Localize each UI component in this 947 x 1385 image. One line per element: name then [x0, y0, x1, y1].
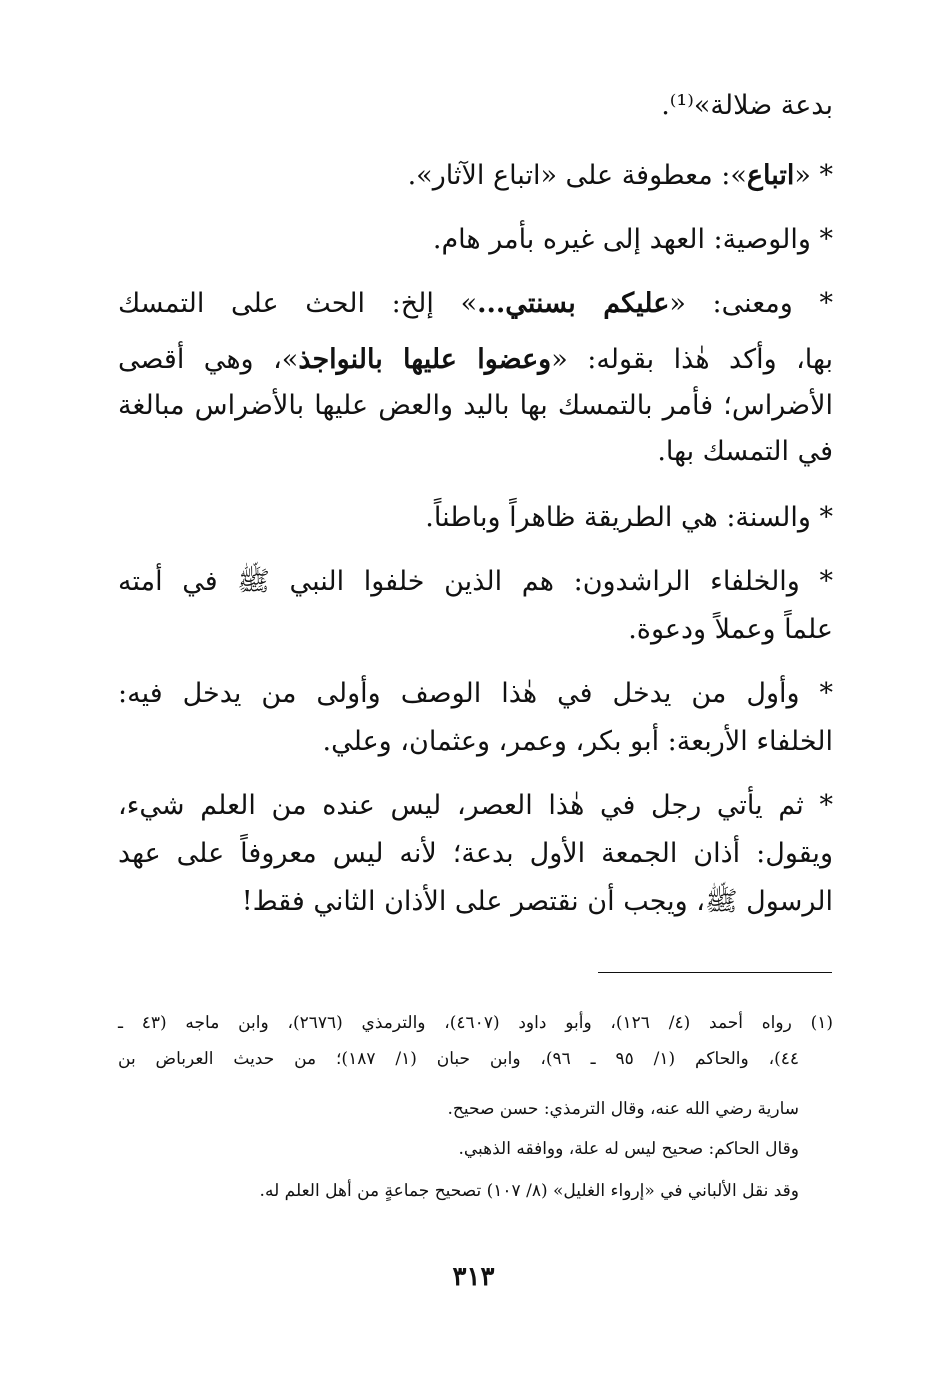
- text-line-14: ويقول: أذان الجمعة الأول بدعة؛ لأنه ليس معروفاً على عهد: [118, 838, 833, 869]
- bold-quote: عليكم بسنتي...: [477, 288, 670, 319]
- footnote-line-3: سارية رضي الله عنه، وقال الترمذي: حسن صحيح.: [447, 1099, 799, 1119]
- footnote-line-2: ٤٤)، والحاكم (١/ ٩٥ ـ ٩٦)، وابن حبان (١/ ١٨٧)؛ من حديث العرباض بن: [118, 1049, 799, 1069]
- text-line-8: * والسنة: هي الطريقة ظاهراً وباطناً.: [425, 502, 833, 533]
- text-line-13: * ثم يأتي رجل في هٰذا العصر، ليس عنده من العلم شيء،: [118, 790, 833, 821]
- text-line-10: علماً وعملاً ودعوة.: [628, 614, 833, 645]
- page-number: ٣١٣: [452, 1262, 495, 1292]
- line-4-rest: » إلخ: الحث على التمسك: [118, 288, 478, 319]
- line-5-prefix: بها، وأكد هٰذا بقوله: «: [551, 344, 833, 375]
- text-line-11: * وأول من يدخل في هٰذا الوصف وأولى من يدخل فيه:: [118, 678, 833, 709]
- footnote-line-5: وقد نقل الألباني في «إرواء الغليل» (٨/ ١٠٧) تصحيح جماعةٍ من أهل العلم له.: [259, 1181, 799, 1201]
- footnote-line-1: (١) رواه أحمد (٤/ ١٢٦)، وأبو داود (٤٦٠٧)، والترمذي (٢٦٧٦)، وابن ماجه (٤٣ ـ: [118, 1013, 834, 1033]
- line-2-prefix: * «: [794, 160, 833, 191]
- text-line-15: الرسول ﷺ، ويجب أن نقتصر على الأذان الثاني فقط!: [241, 886, 833, 917]
- text-line-1: بدعة ضلالة»⁽¹⁾.: [661, 90, 833, 121]
- footnote-line-4: وقال الحاكم: صحيح ليس له علة، ووافقه الذهبي.: [458, 1139, 799, 1159]
- bold-quote: وعضوا عليها بالنواجذ: [298, 344, 552, 375]
- bold-term: اتباع: [746, 160, 795, 191]
- line-5-rest: »، وهي أقصى: [118, 344, 299, 375]
- text-line-7: في التمسك بها.: [657, 436, 833, 467]
- text-line-9: * والخلفاء الراشدون: هم الذين خلفوا النبي ﷺ في أمته: [118, 566, 833, 597]
- text-line-2: [118, 156, 833, 196]
- text-line-5: [118, 340, 833, 380]
- text-line-3: * والوصية: العهد إلى غيره بأمر هام.: [432, 224, 833, 255]
- line-4-prefix: * ومعنى: «: [669, 288, 833, 319]
- footnote-separator: [598, 972, 832, 973]
- text-line-6: الأضراس؛ فأمر بالتمسك بها باليد والعض عليها بالأضراس مبالغة: [118, 390, 833, 421]
- text-line-4: [118, 284, 833, 324]
- text-line-12: الخلفاء الأربعة: أبو بكر، وعمر، وعثمان، وعلي.: [322, 726, 833, 757]
- line-2-rest: »: معطوفة على «اتباع الآثار».: [407, 160, 747, 191]
